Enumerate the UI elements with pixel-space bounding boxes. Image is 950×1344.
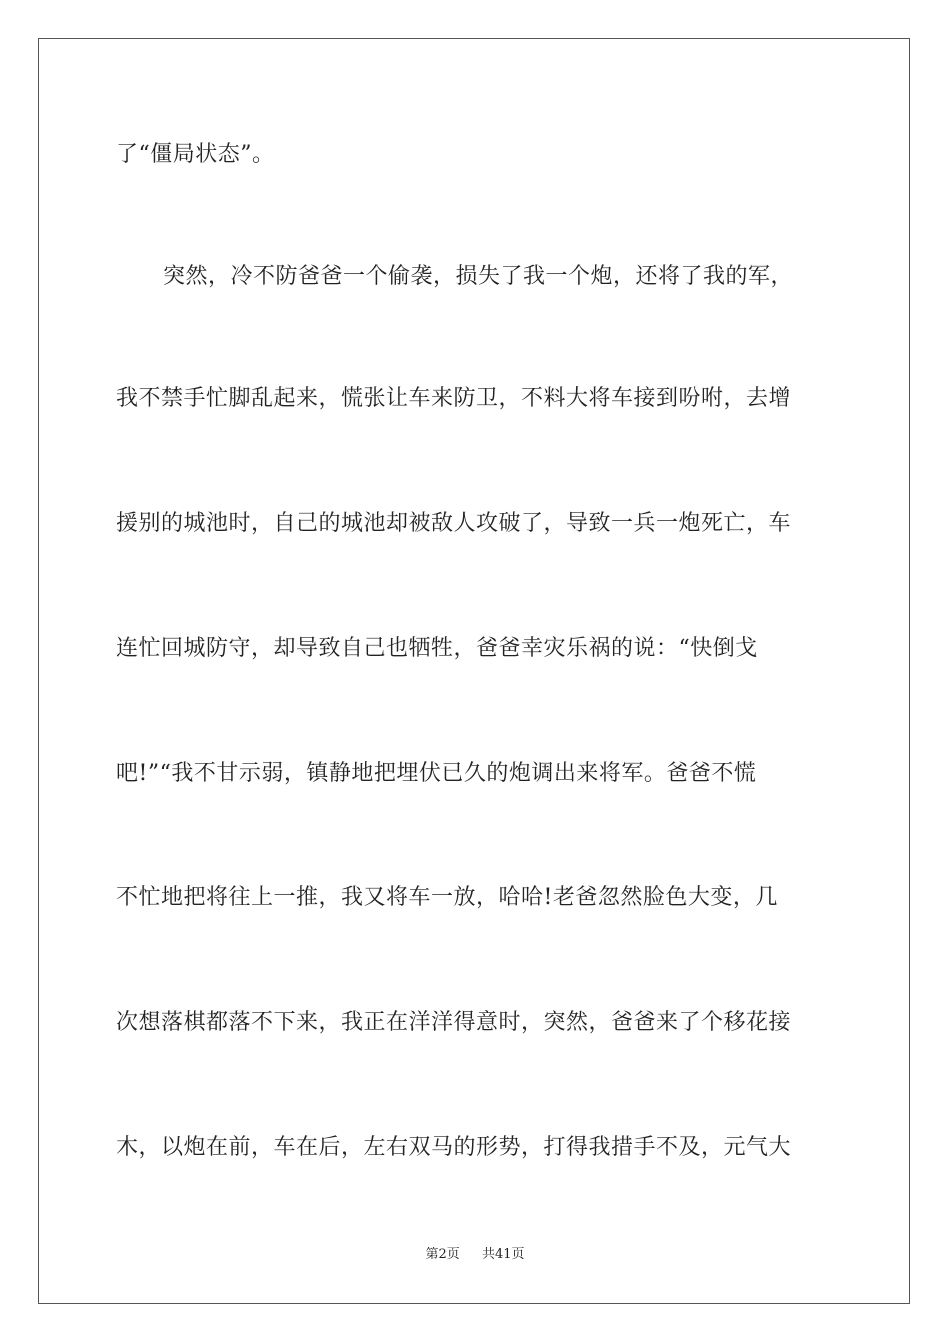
- page-number: 第2页: [425, 1247, 460, 1262]
- text-line-3: 我不禁手忙脚乱起来，慌张让车来防卫，不料大将车接到吩咐，去增: [116, 386, 792, 411]
- text-line-7: 不忙地把将往上一推，我又将车一放，哈哈!老爸忽然脸色大变，几: [116, 885, 778, 910]
- text-line-1: 了“僵局状态”。: [116, 142, 275, 167]
- page-frame: [38, 38, 910, 1304]
- text-line-9: 木，以炮在前，车在后，左右双马的形势，打得我措手不及，元气大: [116, 1135, 792, 1160]
- text-line-4: 援别的城池时，自己的城池却被敌人攻破了，导致一兵一炮死亡，车: [116, 511, 792, 536]
- total-pages: 共41页: [482, 1247, 525, 1262]
- text-line-6: 吧!”“我不甘示弱，镇静地把埋伏已久的炮调出来将军。爸爸不慌: [116, 761, 757, 786]
- text-line-2: 突然，冷不防爸爸一个偷袭，损失了我一个炮，还将了我的军，: [163, 264, 794, 289]
- text-line-8: 次想落棋都落不下来，我正在洋洋得意时，突然，爸爸来了个移花接: [116, 1010, 792, 1035]
- text-line-5: 连忙回城防守，却导致自己也牺牲，爸爸幸灾乐祸的说：“快倒戈: [116, 636, 758, 661]
- page-footer: [0, 1246, 950, 1264]
